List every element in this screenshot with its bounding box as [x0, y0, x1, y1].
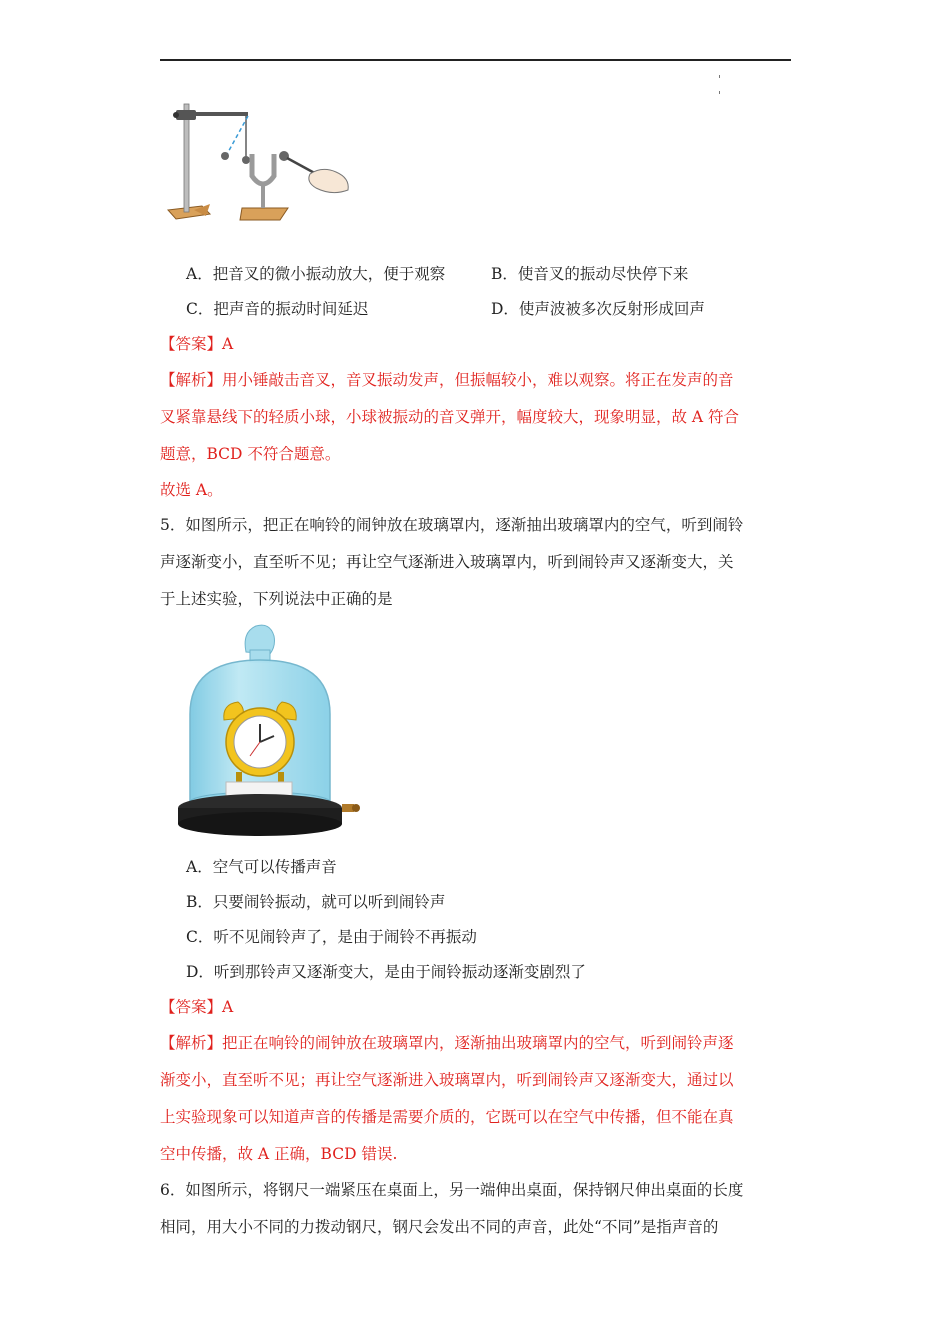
- analysis-tag: 【解析】: [160, 371, 223, 389]
- header-mark: [719, 91, 720, 94]
- q6-stem-line: 相同，用大小不同的力拨动钢尺，钢尺会发出不同的声音，此处“不同”是指声音的: [160, 1218, 719, 1236]
- q5-stem-line: 于上述实验，下列说法中正确的是: [160, 590, 393, 608]
- q4-analysis-line: 叉紧靠悬线下的轻质小球，小球被振动的音叉弹开，幅度较大，现象明显，故 A 符合: [160, 408, 740, 426]
- q4-answer: [160, 334, 233, 354]
- q5-answer: [160, 997, 233, 1017]
- answer-tag: 【答案】: [160, 335, 223, 353]
- bell-jar-figure: [170, 622, 370, 840]
- analysis-tag: 【解析】: [160, 1034, 223, 1052]
- header-mark: [719, 75, 720, 78]
- answer-value: A: [222, 335, 234, 353]
- q5-analysis-line: 上实验现象可以知道声音的传播是需要介质的，它既可以在空气中传播，但不能在真: [160, 1108, 734, 1126]
- q4-option-b: B．使音叉的振动尽快停下来: [491, 265, 689, 283]
- q6-stem-line: 6．如图所示，将钢尺一端紧压在桌面上，另一端伸出桌面，保持钢尺伸出桌面的长度: [160, 1181, 744, 1199]
- q5-option-a: A．空气可以传播声音: [186, 858, 337, 876]
- header-rule: [160, 59, 791, 61]
- tuning-fork-figure: [160, 98, 360, 230]
- q5-analysis-line: 空中传播，故 A 正确，BCD 错误.: [160, 1145, 398, 1163]
- q4-option-c: C．把声音的振动时间延迟: [186, 300, 369, 318]
- q5-analysis-line: 渐变小，直至听不见；再让空气逐渐进入玻璃罩内，听到闹铃声又逐渐变大，通过以: [160, 1071, 734, 1089]
- q4-analysis-line: 【解析】用小锤敲击音叉，音叉振动发声，但振幅较小，难以观察。将正在发声的音: [160, 371, 734, 389]
- q5-option-d: D．听到那铃声又逐渐变大，是由于闹铃振动逐渐变剧烈了: [186, 963, 586, 981]
- q4-analysis-line: 题意，BCD 不符合题意。: [160, 445, 341, 463]
- q5-stem-line: 声逐渐变小，直至听不见；再让空气逐渐进入玻璃罩内，听到闹铃声又逐渐变大，关: [160, 553, 734, 571]
- q5-option-b: B．只要闹铃振动，就可以听到闹铃声: [186, 893, 446, 911]
- answer-tag: 【答案】: [160, 998, 223, 1016]
- q5-analysis-line: 【解析】把正在响铃的闹钟放在玻璃罩内，逐渐抽出玻璃罩内的空气，听到闹铃声逐: [160, 1034, 734, 1052]
- q4-conclusion: 故选 A。: [160, 481, 223, 499]
- q5-option-c: C．听不见闹铃声了，是由于闹铃不再振动: [186, 928, 477, 946]
- q5-stem-line: 5．如图所示，把正在响铃的闹钟放在玻璃罩内，逐渐抽出玻璃罩内的空气，听到闹铃: [160, 516, 744, 534]
- q4-option-d: D．使声波被多次反射形成回声: [491, 300, 705, 318]
- q4-option-a: A．把音叉的微小振动放大，便于观察: [186, 265, 446, 283]
- answer-value: A: [222, 998, 234, 1016]
